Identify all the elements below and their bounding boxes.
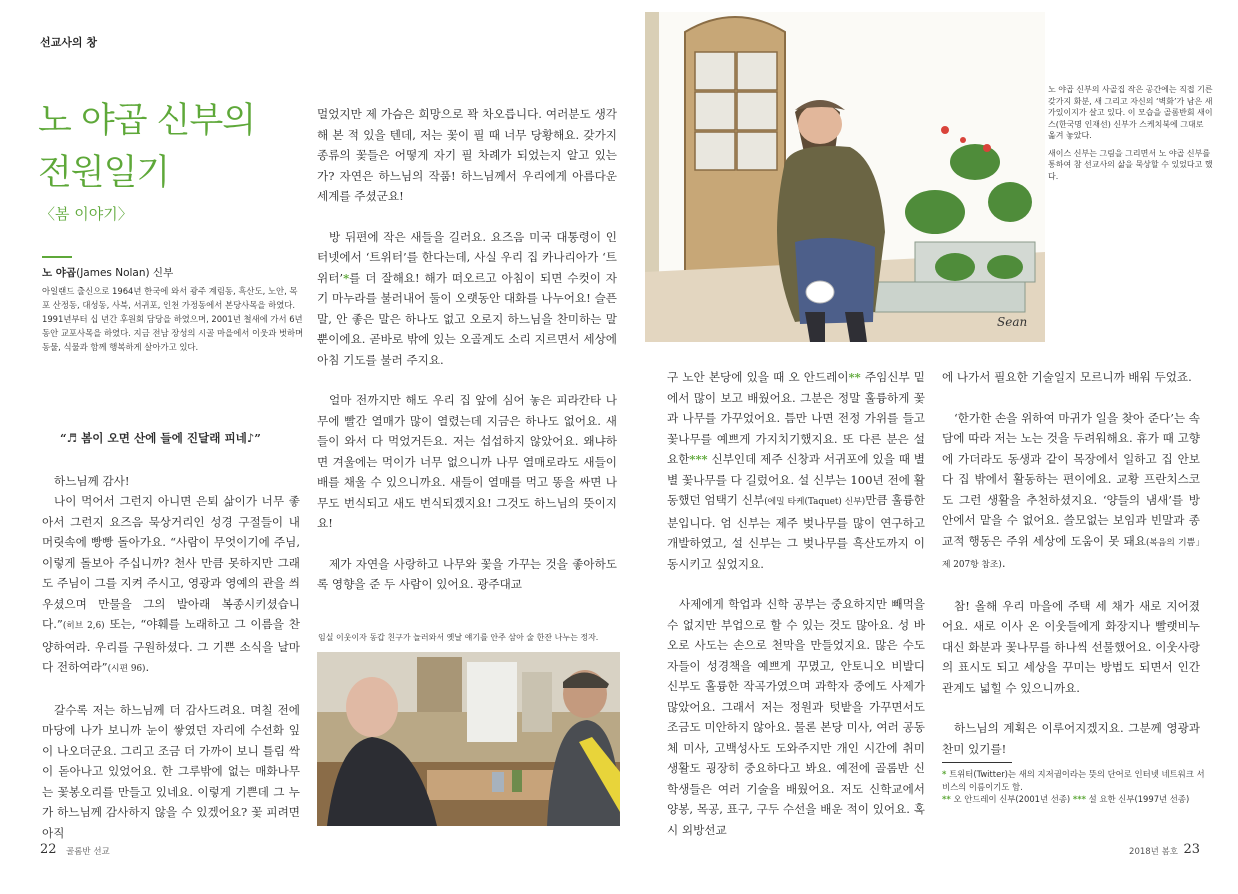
footnote-text: 설 요한 신부(1997년 선종)	[1088, 794, 1190, 804]
paragraph: 참! 올해 우리 마을에 주택 세 채가 새로 지어졌어요. 새로 이사 온 이웃들에게 화장지나 빨랫비누 대신 화분과 꽃나무를 하나씩 선물했어요. 이웃사랑의 표시도 되고 세상을 꾸미는 방법도 되면서 인간관계도 넓힐 수 있으니까요.	[942, 598, 1200, 695]
paragraph-text: 를 더 잘해요! 해가 떠오르고 아침이 되면 수컷이 자기 마누라를 불러내어 둘이 오랫동안 대화를 나누어요! 슬픈 말, 안 좋은 말은 하나도 없고 오로지 하느님을 찬미하는 말 뿐이에요. 곧바로 밖에 있는 오골계도 소리 지르면서 세상에 아침 기도를 불러 주지요.	[317, 270, 617, 367]
publication-name: 골롬반 선교	[66, 847, 110, 857]
photo-illustration	[317, 652, 620, 826]
citation: (히브 2,6)	[62, 621, 105, 631]
footnote-text: 트위터(Twitter)는 새의 지저귐이라는 뜻의 단어로 인터넷 네트워크 서비스의 이름이기도 함.	[942, 769, 1205, 792]
author-bio: 아일랜드 출신으로 1964년 한국에 와서 광주 계림동, 흑산도, 노안, 목포 산정동, 대성동, 사북, 서귀포, 인천 가정동에서 본당사목을 하였다. 1991년부터 십 년간 후원회 담당을 하였으며, 2001년 철새에 가서 6년 동안 교포사목을 하였다. 지금 전남 장성의 시골 마을에서 이웃과 벗하며 동물, 식물과 함께 행복하게 살아가고 있다.	[42, 286, 304, 352]
paragraph: 하느님의 계획은 이루어지겠지요. 그분께 영광과 찬미 있기를!	[942, 721, 1200, 756]
paragraph: 갈수록 저는 하느님께 더 감사드려요. 며칠 전에 마당에 나가 보니까 눈이 쌓였던 자리에 수선화 잎이 나오더군요. 그리고 조금 더 가까이 보니 틀림 싹이 돋아나고 있었어요. 한 그루밖에 없는 매화나무는 꽃봉오리를 만들고 있네요. 이렇게 기쁜데 그 누가 하느님께 감사하지 않을 수 있겠어요? 꽃 피려면 아직	[42, 702, 300, 840]
section-label: 선교사의 창	[40, 36, 97, 49]
article-subtitle: 〈봄 이야기〉	[40, 205, 133, 223]
footnote	[942, 768, 1212, 793]
footnote-marker: ***	[1072, 794, 1086, 804]
footnote-marker: **	[848, 370, 861, 384]
illustration-caption	[1048, 84, 1213, 182]
paragraph-text: 구 노안 본당에 있을 때 오 안드레이	[667, 370, 849, 384]
illustration-caption-text: 노 야곱 신부의 사골집 작은 공간에는 직접 기른 갖가지 화분, 새 그리고 자신의 ‘벽화’가 남은 새가있이지가 살고 있다. 이 모습을 골롬반회 새이스(한국명 인재선) 신부가 스케치북에 그대로 옮겨 놓았다.	[1048, 85, 1213, 140]
paragraph	[667, 367, 925, 574]
paragraph-text: .	[145, 660, 150, 674]
paragraph-text: 또는, “야훼를 노래하고 그 이름을 찬양하여라. 우리를 구원하셨다. 그 기쁜 소식을 날마다 전하여라”	[42, 617, 300, 674]
footnote-marker: ***	[689, 452, 708, 466]
paragraph-text: 나이 먹어서 그런지 아니면 은퇴 삶이가 너무 좋아서 그런지 요즈음 묵상거리인 성경 구절들이 내 머릿속에 빵빵 돌아가요. “사람이 무엇이기에 주님, 이렇게 돌보아 주십니까? 천사 만큼 못하지만 그래도 주님이 그를 지켜 주시고, 영광과 영예의 관을 씌우셨으며 만물을 그의 발아래 복종시키셨습니다.”	[42, 494, 300, 631]
footnote-divider	[942, 762, 1012, 763]
paragraph	[942, 408, 1200, 576]
footnotes	[942, 768, 1212, 806]
article-title: 노 야곱 신부의 전원일기	[38, 101, 256, 193]
paragraph-text: .	[1001, 556, 1006, 570]
paragraph-text: ‘한가한 손을 위하여 마귀가 일을 찾아 준다’는 속담에 따라 저는 노는 것을 두려워해요. 휴가 때 고향에 가더라도 동생과 같이 목장에서 일하고 집 안보다 집 밖에서 활동하는 편이에요. 교황 프란치스코도 그런 생활을 추천하셨지요. ‘양들의 냄새’를 방 안에서 맡을 수 없어요. 쓸모없는 보임과 빈말과 종교적 행동은 주위 세상에 도움이 못 돼요	[942, 410, 1200, 548]
text-column-2	[317, 104, 617, 615]
paragraph-text: 신부인데 제주 신창과 서귀포에 있을 때 별별 꽃나무를 다 길렀어요. 설 신부는 100년 전에 활동했던 엄택기 신부	[667, 452, 925, 507]
footnote-text: 오 안드레이 신부(2001년 선종)	[953, 794, 1071, 804]
divider	[42, 256, 72, 258]
paragraph: 사제에게 학업과 신학 공부는 중요하지만 빼먹을 수 없지만 부업으로 할 수 있는 것도 많아요. 성 바오로 사도는 손으로 천막을 만들었지요. 많은 수도자들이 성경책을 예쁘게 꾸몄고, 안토니오 비발디 신부도 훌륭한 작곡가였으며 과학자 중에도 사제가 많았어요. 그래서 저는 정원과 텃밭을 가꾸면서도 조금도 미안하지 않아요. 물론 본당 미사, 여러 공동체 미사, 고백성사도 도와주지만 개인 시간에 취미 생활도 굉장히 중요하다고 봐요. 예전에 골롬반 신학생들은 여러 기술을 배웠어요. 저도 신학교에서 양봉, 목공, 표구, 구두 수선을 배운 적이 있어요. 혹시 외방선교	[667, 597, 925, 837]
author-name-bold: 노 야곱	[42, 267, 77, 279]
author-name	[42, 265, 173, 280]
paragraph: 에 나가서 필요한 기술일지 모르니까 배워 두었죠.	[942, 370, 1192, 384]
photo-two-men	[317, 652, 620, 826]
footnote-marker: *	[343, 270, 350, 285]
illustration-signature: Sean	[997, 315, 1028, 329]
page-number-left: 22	[40, 842, 57, 857]
paragraph: 멀었지만 제 가슴은 희망으로 꽉 차오릅니다. 여러분도 생각해 본 적 있을 텐데, 저는 꽃이 필 때 너무 당황해요. 갖가지 종류의 꽃들은 어떻게 자기 필 차례가 되었는지 알고 있는가? 자연은 하느님의 작품! 하느님께서 우리에게 아름다운 세계를 주셨군요!	[317, 107, 617, 203]
citation: (에밀 타케(Taquet) 신부)	[764, 497, 866, 507]
paragraph	[42, 491, 300, 680]
text-column-1	[42, 428, 300, 863]
page-number-right: 23	[1183, 842, 1200, 857]
citation: (복음의 기쁨」제 207항 참조)	[942, 537, 1200, 570]
text-column-3	[667, 367, 925, 860]
paragraph: 제가 자연을 사랑하고 나무와 꽃을 가꾸는 것을 좋아하도록 영향을 준 두 사람이 있어요. 광주대교	[317, 556, 617, 591]
illustration-caption-text: 새이스 신부는 그림을 그리면서 노 야곱 신부를 통하여 참 선교사의 삶을 묵상할 수 있었다고 했다.	[1048, 148, 1213, 181]
paragraph-text: 만큼 훌륭한 분입니다. 엄 신부는 제주 벚나무를 많이 연구하고 개발하였고, 설 신부는 그 벚나무를 흑산도까지 이동시키고 싶었지요.	[667, 493, 925, 571]
opening-quote: “♬ 봄이 오면 산에 들에 진달래 피네♪”	[60, 431, 261, 445]
paragraph-text: 방 뒤편에 작은 새들을 길러요. 요즈음 미국 대통령이 인터넷에서 ‘트위터’를 한다는데, 사실 우리 집 카나리아가 ‘트위터’	[317, 229, 617, 285]
illustration-drawing	[645, 12, 1045, 342]
issue-label: 2018년 봄호	[1129, 847, 1178, 857]
text-column-4	[942, 367, 1200, 779]
paragraph: 얼마 전까지만 해도 우리 집 앞에 심어 놓은 피라칸타 나무에 빨간 열매가 많이 열렸는데 지금은 하나도 없어요. 새들이 와서 다 먹었거든요. 저는 섭섭하지 않았어요. 왜냐하면 겨울에는 먹이가 너무 없으니까 나무 열매로라도 새들이 배를 채울 수 있으니까요. 새들이 열매를 먹고 똥을 싸면 나무도 번식되고 새도 번식되겠지요! 그것도 하느님의 뜻이지요!	[317, 393, 617, 530]
footnote	[942, 793, 1212, 806]
author-name-rest: (James Nolan) 신부	[76, 267, 174, 279]
paragraph-text: 주임신부 밑에서 많이 보고 배웠어요. 그분은 정말 훌륭하게 꽃과 나무를 가꾸었어요. 틈만 나면 전정 가위를 들고 꽃나무를 예쁘게 가지치기했지요. 또 다른 분은 설 요한	[667, 370, 925, 466]
footnote-marker: *	[942, 769, 947, 779]
paragraph	[317, 227, 617, 371]
photo-caption: 임실 이웃이자 동갑 친구가 놀러와서 옛날 얘기를 안주 삼아 술 한잔 나누는 정자.	[318, 633, 599, 642]
paragraph: 하느님께 감사!	[54, 473, 130, 488]
footnote-marker: **	[942, 794, 951, 804]
sketch-illustration	[645, 12, 1045, 342]
citation: (시편 96)	[107, 664, 146, 674]
